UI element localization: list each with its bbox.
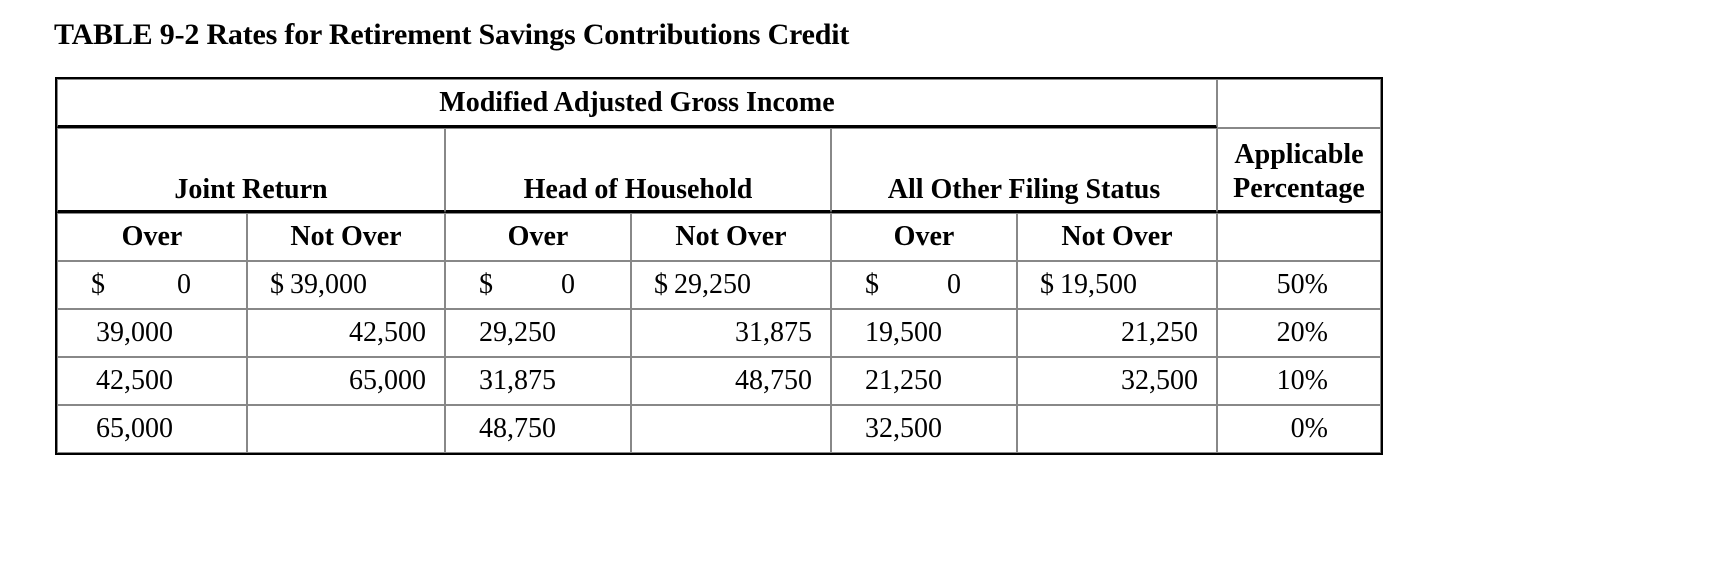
page-title: TABLE 9-2 Rates for Retirement Savings Contributions Credit	[54, 18, 850, 51]
joint-not-over-header: Not Over	[247, 213, 445, 261]
joint-over-cell: $ 0	[57, 261, 247, 309]
joint-over-cell: 39,000	[57, 309, 247, 357]
all-other-filing-status-header: All Other Filing Status	[831, 128, 1217, 213]
joint-not-over-cell: 65,000	[247, 357, 445, 405]
hoh-over-cell: 48,750	[445, 405, 631, 453]
other-over-cell: 21,250	[831, 357, 1017, 405]
other-not-over-cell: 21,250	[1017, 309, 1217, 357]
other-over-cell: 19,500	[831, 309, 1017, 357]
joint-over-cell: 65,000	[57, 405, 247, 453]
table-row	[57, 309, 1381, 357]
pct-cell: 50%	[1217, 261, 1381, 309]
hoh-not-over-cell	[631, 405, 831, 453]
currency-symbol: $	[865, 269, 879, 300]
joint-return-header: Joint Return	[57, 128, 445, 213]
applicable-line-2: Percentage	[1233, 173, 1365, 204]
applicable-percentage-header	[1217, 128, 1381, 213]
table-row	[57, 405, 1381, 453]
table-row	[57, 357, 1381, 405]
pct-cell: 10%	[1217, 357, 1381, 405]
other-over-header: Over	[831, 213, 1017, 261]
other-over-cell: $ 0	[831, 261, 1017, 309]
applicable-header-top-cell	[1217, 79, 1381, 128]
table-row	[57, 261, 1381, 309]
other-not-over-cell: $ 19,500	[1017, 261, 1217, 309]
hoh-over-cell: 31,875	[445, 357, 631, 405]
pct-cell: 0%	[1217, 405, 1381, 453]
currency-symbol: $	[270, 269, 284, 300]
applicable-line-1: Applicable	[1234, 139, 1364, 170]
currency-symbol: $	[91, 269, 105, 300]
other-over-cell: 32,500	[831, 405, 1017, 453]
other-not-over-cell	[1017, 405, 1217, 453]
joint-not-over-cell: $ 39,000	[247, 261, 445, 309]
hoh-not-over-cell: 48,750	[631, 357, 831, 405]
currency-symbol: $	[479, 269, 493, 300]
rates-table	[55, 77, 1383, 455]
hoh-over-cell: $ 0	[445, 261, 631, 309]
joint-over-cell: 42,500	[57, 357, 247, 405]
joint-over-header: Over	[57, 213, 247, 261]
currency-symbol: $	[1040, 269, 1054, 300]
magi-header: Modified Adjusted Gross Income	[57, 79, 1217, 128]
hoh-not-over-header: Not Over	[631, 213, 831, 261]
joint-not-over-cell	[247, 405, 445, 453]
hoh-over-header: Over	[445, 213, 631, 261]
hoh-not-over-cell: $ 29,250	[631, 261, 831, 309]
pct-subheader-cell	[1217, 213, 1381, 261]
head-of-household-header: Head of Household	[445, 128, 831, 213]
other-not-over-header: Not Over	[1017, 213, 1217, 261]
other-not-over-cell: 32,500	[1017, 357, 1217, 405]
joint-not-over-cell: 42,500	[247, 309, 445, 357]
currency-symbol: $	[654, 269, 668, 300]
hoh-not-over-cell: 31,875	[631, 309, 831, 357]
hoh-over-cell: 29,250	[445, 309, 631, 357]
pct-cell: 20%	[1217, 309, 1381, 357]
